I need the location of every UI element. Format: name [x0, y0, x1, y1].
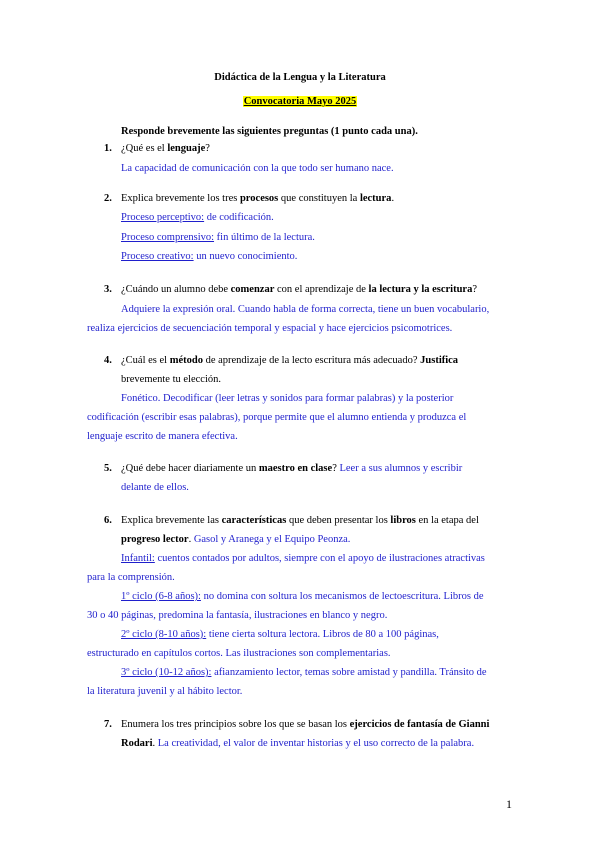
question-text	[121, 738, 474, 749]
question-text	[121, 515, 479, 526]
question-number: 2.	[104, 193, 112, 204]
question-text	[121, 284, 477, 295]
question-text-part: que deben presentar los	[286, 515, 391, 526]
answer-text: lenguaje escrito de manera efectiva.	[87, 431, 238, 442]
answer-item-ciclo-2	[121, 629, 439, 640]
document-title: Didáctica de la Lengua y la Literatura	[214, 72, 386, 83]
question-keyword: lenguaje	[167, 143, 206, 154]
answer-text: La capacidad de comunicación con la que todo ser humano nace.	[121, 163, 394, 174]
question-keyword: libros	[390, 515, 416, 526]
answer-text: La creatividad, el valor de inventar historias y el uso correcto de la palabra.	[157, 738, 475, 749]
question-text	[121, 143, 210, 154]
answer-item-ciclo-1	[121, 591, 484, 602]
question-text-part: .	[188, 534, 194, 545]
answer-text: 30 o 40 páginas, predomina la fantasía, ilustraciones en blanco y negro.	[87, 610, 388, 621]
answer-text: la literatura juvenil y al hábito lector.	[87, 686, 243, 697]
question-text-part: .	[391, 193, 395, 204]
answer-text: Adquiere la expresión oral. Cuando habla de forma correcta, tiene un buen vocabulario,	[121, 304, 490, 315]
answer-text: estructurado en capítulos cortos. Las ilustraciones son complementarias.	[87, 648, 391, 659]
answer-label: 3º ciclo (10-12 años):	[121, 667, 212, 678]
question-text	[121, 719, 489, 730]
question-keyword: ejercicios de fantasía de Gianni	[349, 719, 490, 730]
question-text-part: Explica brevemente las	[121, 515, 222, 526]
answer-text: tiene cierta soltura lectora. Libros de 80 a 100 páginas,	[206, 629, 439, 640]
question-number: 7.	[104, 719, 112, 730]
question-keyword: características	[221, 515, 287, 526]
question-text-part: ¿Cuándo un alumno debe	[121, 284, 231, 295]
answer-text: cuentos contados por adultos, siempre con el apoyo de ilustraciones atractivas	[154, 553, 485, 564]
question-keyword: procesos	[239, 193, 279, 204]
answer-text: afianzamiento lector, temas sobre amistad y pandilla. Tránsito de	[211, 667, 487, 678]
page-number: 1	[506, 797, 512, 811]
question-text-part: en la etapa del	[415, 515, 479, 526]
answer-text: Leer a sus alumnos y escribir	[339, 463, 463, 474]
answer-item	[121, 212, 274, 223]
question-keyword: maestro en clase	[258, 463, 333, 474]
question-text-part: con el aprendizaje de	[274, 284, 369, 295]
answer-label: 1º ciclo (6-8 años):	[121, 591, 201, 602]
question-text-part: ?	[472, 284, 478, 295]
answer-item-infantil	[121, 553, 485, 564]
answer-text: Gasol y Aranega y el Equipo Peonza.	[193, 534, 351, 545]
question-text	[121, 463, 462, 474]
instructions: Responde brevemente las siguientes preguntas (1 punto cada una).	[121, 126, 418, 137]
question-text-part: ¿Cuál es el	[121, 355, 170, 366]
answer-label: Infantil:	[121, 553, 155, 564]
answer-label: Proceso perceptivo:	[121, 212, 205, 223]
answer-text: codificación (escribir esas palabras), porque permite que el alumno entienda y produzca el	[87, 412, 467, 423]
question-text-part: que constituyen la	[278, 193, 360, 204]
answer-text: para la comprensión.	[87, 572, 175, 583]
question-number: 3.	[104, 284, 112, 295]
question-keyword: comenzar	[230, 284, 275, 295]
answer-text: no domina con soltura los mecanismos de lectoescritura. Libros de	[200, 591, 484, 602]
question-text-part: .	[152, 738, 158, 749]
question-number: 4.	[104, 355, 112, 366]
question-text-part: de aprendizaje de la lecto escritura más adecuado?	[202, 355, 421, 366]
question-keyword: progreso lector	[121, 534, 189, 545]
question-keyword: Rodari	[121, 738, 153, 749]
question-text: brevemente tu elección.	[121, 374, 221, 385]
answer-text: un nuevo conocimiento.	[193, 251, 298, 262]
question-number: 6.	[104, 515, 112, 526]
question-text	[121, 534, 350, 545]
answer-label: Proceso comprensivo:	[121, 232, 215, 243]
answer-label: Proceso creativo:	[121, 251, 194, 262]
question-text-part: ?	[205, 143, 210, 154]
answer-item-ciclo-3	[121, 667, 487, 678]
question-keyword: la lectura y la escritura	[368, 284, 473, 295]
question-number: 1.	[104, 143, 112, 154]
answer-text: Fonético. Decodificar (leer letras y sonidos para formar palabras) y la posterior	[121, 393, 454, 404]
question-keyword: método	[169, 355, 203, 366]
answer-text: de codificación.	[204, 212, 274, 223]
answer-item	[121, 232, 315, 243]
answer-label: 2º ciclo (8-10 años):	[121, 629, 207, 640]
answer-text: realiza ejercicios de secuenciación temporal y espacial y hace ejercicios psicomotrices.	[87, 323, 453, 334]
answer-text: delante de ellos.	[121, 482, 189, 493]
question-text	[121, 193, 394, 204]
question-text	[121, 355, 458, 366]
question-text-part: ¿Qué debe hacer diariamente un	[121, 463, 259, 474]
answer-text: fin último de la lectura.	[214, 232, 315, 243]
question-text-part: Explica brevemente los tres	[121, 193, 240, 204]
question-keyword: Justifica	[420, 355, 459, 366]
question-keyword: lectura	[359, 193, 392, 204]
answer-item	[121, 251, 297, 262]
document-subtitle-wrap	[0, 91, 600, 109]
question-text-part: ?	[332, 463, 340, 474]
question-text-part: Enumera los tres principios sobre los que se basan los	[121, 719, 350, 730]
question-number: 5.	[104, 463, 112, 474]
document-subtitle: Convocatoria Mayo 2025	[243, 96, 357, 107]
question-text-part: ¿Qué es el	[121, 143, 168, 154]
